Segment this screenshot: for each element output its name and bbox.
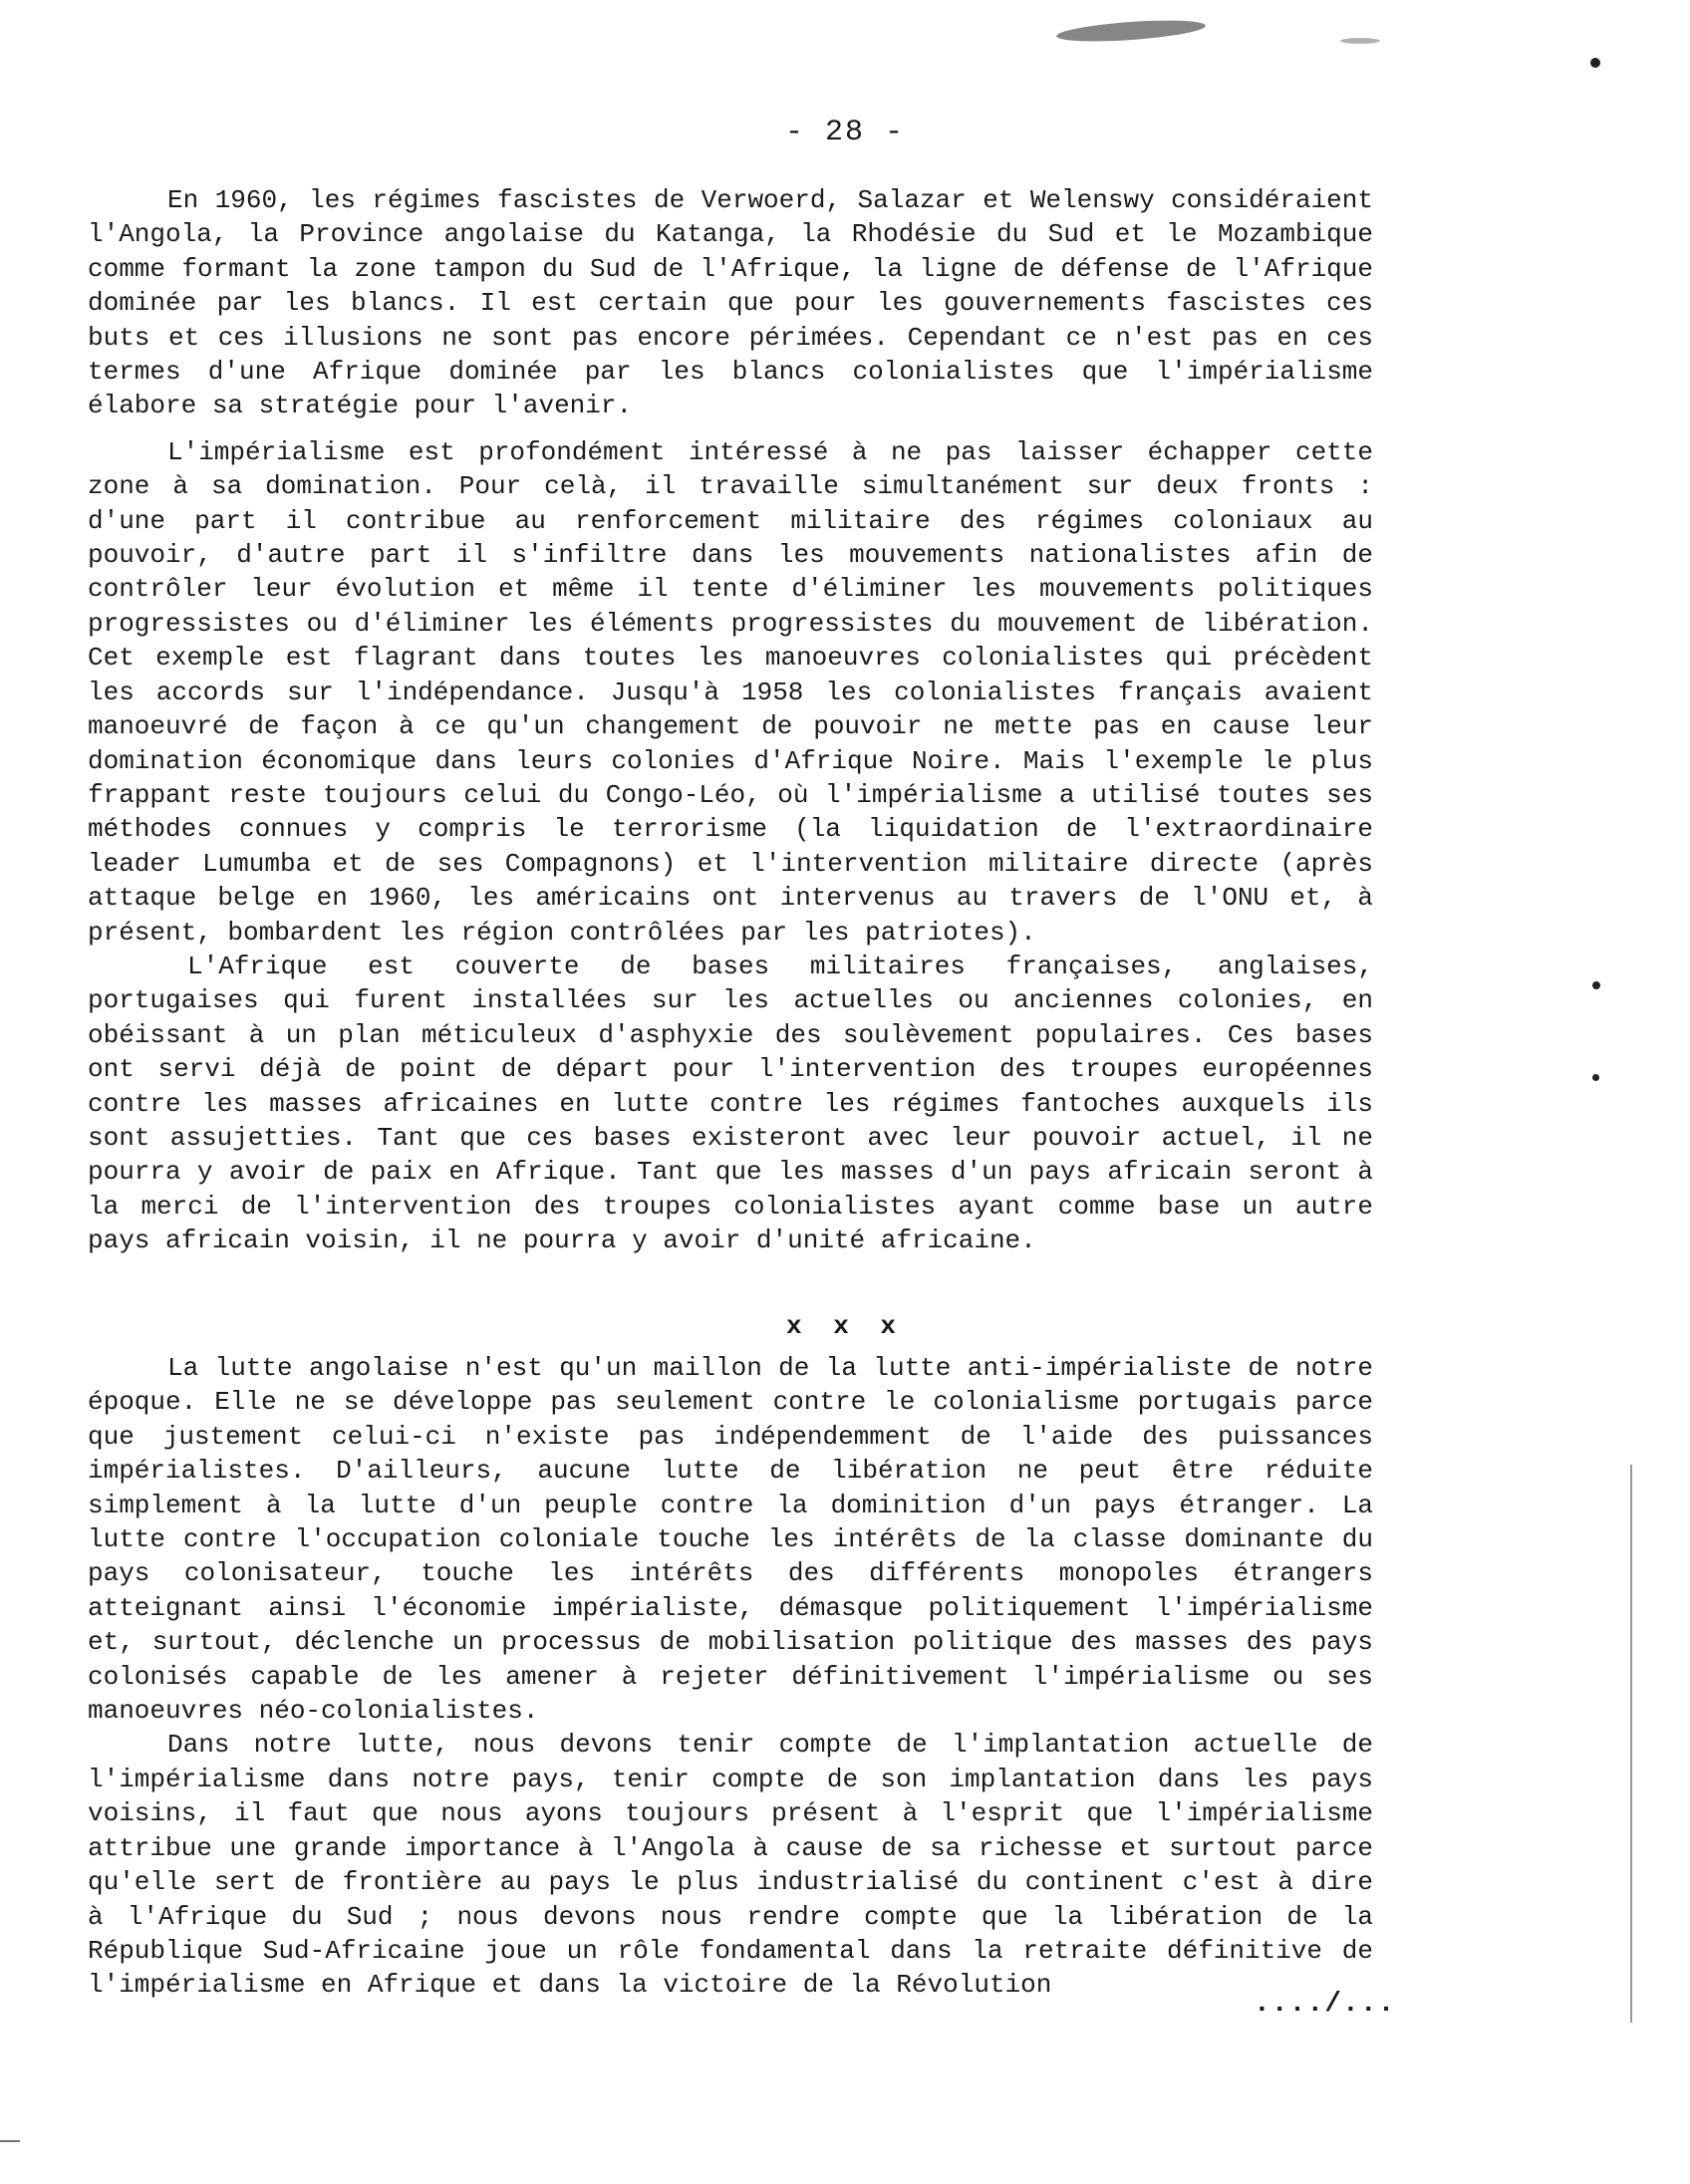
page-number: - 28 - (784, 116, 906, 149)
paragraph: L'impérialisme est profondément intéressé à ne pas laisser échapper cette zone à sa domination. Pour celà, il travaille simultanément sur deux fronts : d'une part il contribue au renforcement militaire des régimes coloniaux au pouvoir, d'autre part il s'infiltre dans les mouvements nationalistes afin de contrôler leur évolution et même il tente d'éliminer les mouvements politiques progressistes ou d'éliminer les éléments progressistes du mouvement de libération. Cet exemple est flagrant dans toutes les manoeuvres colonialistes qui précèdent les accords sur l'indépendance. Jusqu'à 1958 les colonialistes français avaient manoeuvré de façon à ce qu'un changement de pouvoir ne mette pas en cause leur domination économique dans leurs colonies d'Afrique Noire. Mais l'exemple le plus frappant reste toujours celui du Congo-Léo, où l'impérialisme a utilisé toutes ses méthodes connues y compris le terrorisme (la liquidation de l'extraordinaire leader Lumumba et de ses Compagnons) et l'intervention militaire directe (après attaque belge en 1960, les américains ont intervenus au travers de l'ONU et, à présent, bombardent les région contrôlées par les patriotes). (88, 436, 1373, 948)
paragraph: Dans notre lutte, nous devons tenir compte de l'implantation actuelle de l'impérialisme dans notre pays, tenir compte de son implantation dans les pays voisins, il faut que nous ayons toujours présent à l'esprit que l'impérialisme attribue une grande importance à l'Angola à cause de sa richesse et surtout parce qu'elle sert de frontière au pays le plus industrialisé du continent c'est à dire à l'Afrique du Sud ; nous devons nous rendre compte que la libération de la République Sud-Africaine joue un rôle fondamental dans la retraite définitive de l'impérialisme en Afrique et dans la victoire de la Révolution (88, 1730, 1373, 2001)
ink-speck (1340, 38, 1380, 44)
paragraph: En 1960, les régimes fascistes de Verwoerd, Salazar et Welenswy considéraient l'Angola, la Province angolaise du Katanga, la Rhodésie du Sud et le Mozambique comme formant la zone tampon du Sud de l'Afrique, la ligne de défense de l'Afrique dominée par les blancs. Il est certain que pour les gouvernements fascistes ces buts et ces illusions ne sont pas encore périmées. Cependant ce n'est pas en ces termes d'une Afrique dominée par les blancs colonialistes que l'impérialisme élabore sa stratégie pour l'avenir. (88, 185, 1373, 421)
continuation-mark: ..../... (1254, 1989, 1396, 2020)
paragraph: La lutte angolaise n'est qu'un maillon de la lutte anti-impérialiste de notre époque. Elle ne se développe pas seulement contre le colonialisme portugais parce que justement celui-ci n'existe pas indépendemment de l'aide des puissances impérialistes. D'ailleurs, aucune lutte de libération ne peut être réduite simplement à la lutte d'un peuple contre la dominition d'un pays étranger. La lutte contre l'occupation coloniale touche les intérêts de la classe dominante du pays colonisateur, touche les intérêts des différents monopoles étrangers atteignant ainsi l'économie impérialiste, démasque politiquement l'impérialisme et, surtout, déclenche un processus de mobilisation politique des masses des pays colonisés capable de les amener à rejeter définitivement l'impérialisme ou ses manoeuvres néo-colonialistes. (88, 1353, 1373, 1727)
scan-edge-line (1630, 1465, 1632, 2023)
punch-dot (1590, 58, 1600, 68)
punch-dot (1592, 1074, 1599, 1081)
ink-smudge (1056, 17, 1207, 45)
punch-dot (1592, 981, 1600, 989)
paragraph: L'Afrique est couverte de bases militaires françaises, anglaises, portugaises qui furent installées sur les actuelles ou anciennes colonies, en obéissant à un plan méticuleux d'asphyxie des soulèvement populaires. Ces bases ont servi déjà de point de départ pour l'intervention des troupes européennes contre les masses africaines en lutte contre les régimes fantoches auxquels ils sont assujetties. Tant que ces bases existeront avec leur pouvoir actuel, il ne pourra y avoir de paix en Afrique. Tant que les masses d'un pays africain seront à la merci de l'intervention des troupes colonialistes ayant comme base un autre pays africain voisin, il ne pourra y avoir d'unité africaine. (88, 951, 1373, 1256)
section-2-body (88, 1351, 1373, 2003)
scan-edge-line (0, 2140, 20, 2142)
section-1-body (88, 183, 1373, 1258)
section-separator: x x x (785, 1311, 904, 1341)
